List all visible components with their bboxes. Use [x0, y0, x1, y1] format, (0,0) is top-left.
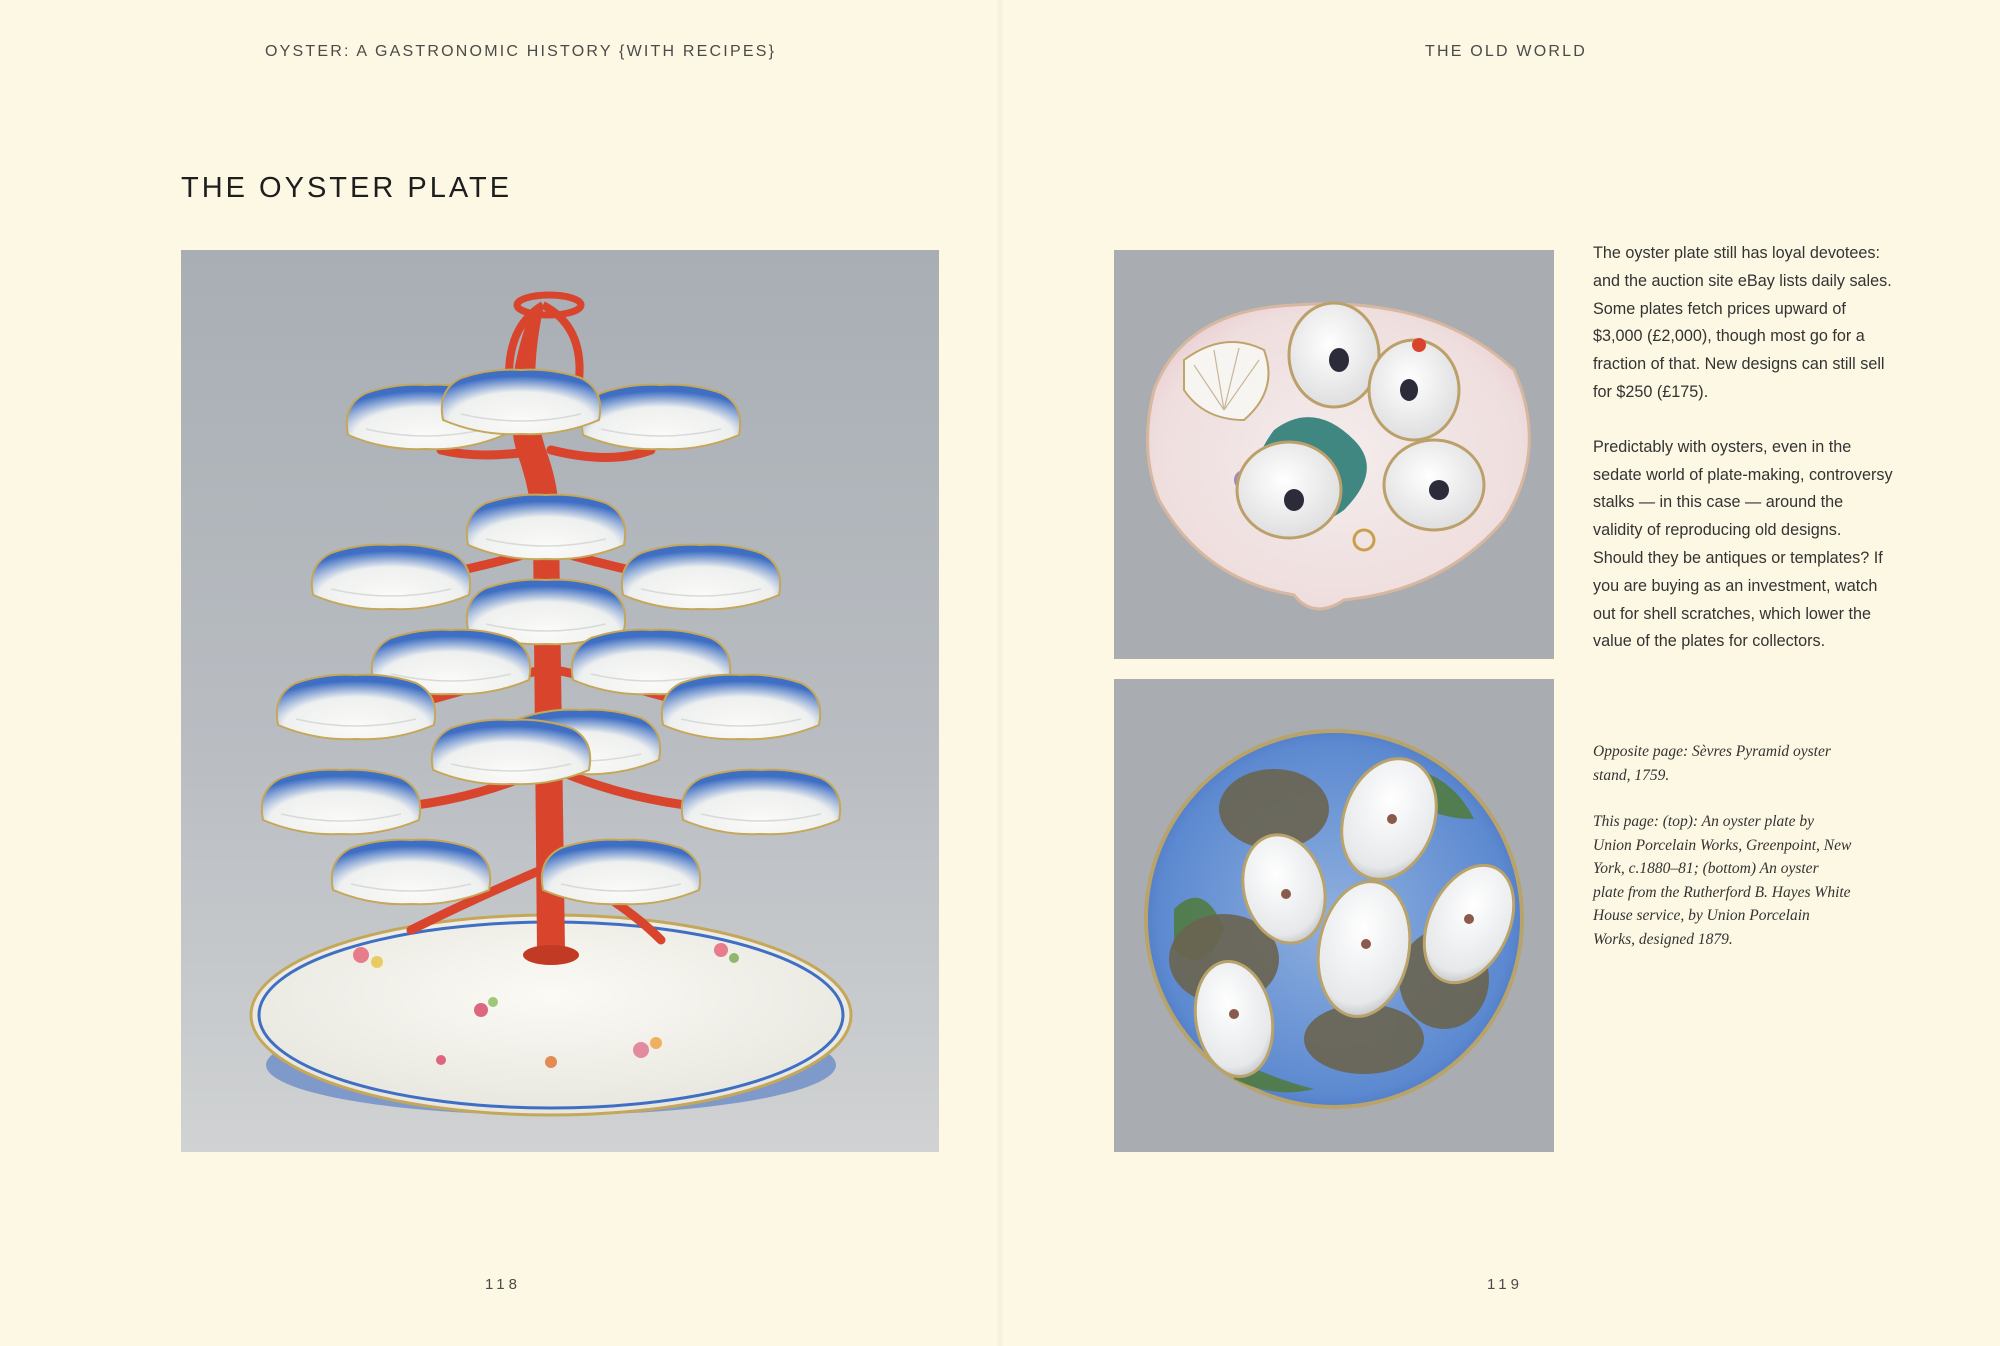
hayes-white-house-oyster-plate-photo — [1114, 679, 1554, 1152]
caption-this-page: This page: (top): An oyster plate by Union Porcelain Works, Greenpoint, New York, c.1880–81; (bottom) An oyster plate from the Rutherford B. Hayes White House service, by Union Porcelain Works, designed 1879. — [1593, 813, 1852, 948]
sevres-pyramid-oyster-stand-photo — [181, 250, 939, 1152]
running-head-left: OYSTER: A GASTRONOMIC HISTORY {WITH RECIPES} — [265, 43, 777, 60]
caption-opposite-page: Opposite page: Sèvres Pyramid oyster stand, 1759. — [1593, 743, 1831, 784]
page-number-right: 119 — [1487, 1276, 1523, 1293]
body-paragraph: Predictably with oysters, even in the sedate world of plate-making, controversy stalks — in this case — around the validity of reproducing old designs. Should they be antiques or templates? If you are buying as an investment, watch out for shell scratches, which lower the value of the plates for collectors. — [1593, 437, 1893, 651]
running-head-right: THE OLD WORLD — [1425, 43, 1587, 60]
body-text — [1593, 240, 1893, 683]
right-page — [1000, 0, 2000, 1346]
photo-captions — [1593, 740, 1853, 974]
union-porcelain-oyster-plate-photo — [1114, 250, 1554, 659]
body-paragraph: The oyster plate still has loyal devotees: and the auction site eBay lists daily sales. Some plates fetch prices upward of $3,000 (£2,000), though most go for a fraction of that. New designs can still sell for $250 (£175). — [1593, 244, 1892, 401]
page-title: THE OYSTER PLATE — [181, 172, 513, 204]
page-number-left: 118 — [485, 1276, 521, 1293]
